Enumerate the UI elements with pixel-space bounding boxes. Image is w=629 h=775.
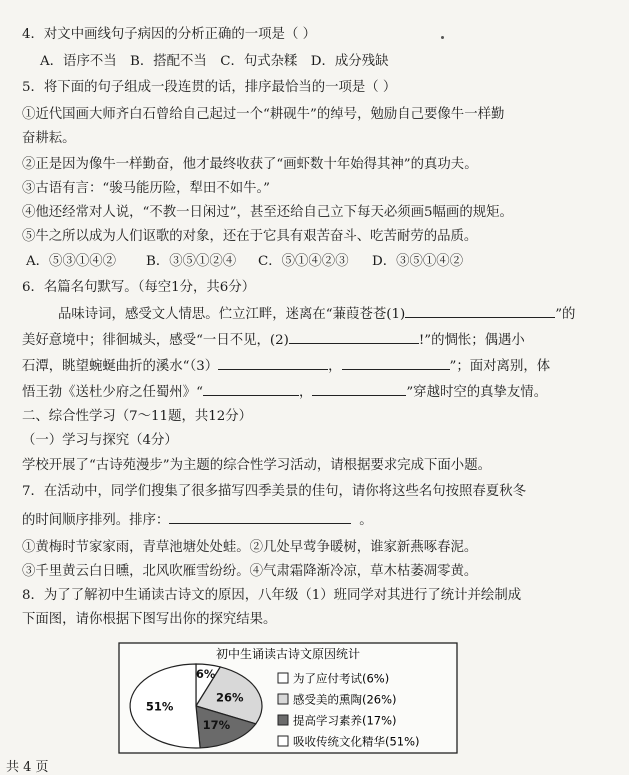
blank-2[interactable] (289, 331, 419, 344)
q6-line-3 (22, 357, 550, 376)
q5-sentence-3: ③古语有言：“骏马能历险，犁田不如牛。” (22, 181, 271, 196)
q6-line-4-end: ”穿越时空的真挚友情。 (406, 385, 548, 400)
q8-stem-cont: 下面图，请你根据下图写出你的探究结果。 (22, 612, 277, 627)
q7-lines-2: ③千里黄云白日曛，北风吹雁雪纷纷。④气肃霜降渐冷凉，草木枯萎凋零黄。 (22, 564, 478, 579)
q5-sentence-5: ⑤牛之所以成为人们讴歌的对象，还在于它具有艰苦奋斗、吃苦耐劳的品质。 (22, 229, 478, 244)
q6-stem: 6．名篇名句默写。（每空1分，共6分） (22, 280, 256, 295)
chart-title: 初中生诵读古诗文原因统计 (215, 647, 361, 661)
q6-line-1-text: 品味诗词，感受文人情思。伫立江畔，迷离在“蒹葭苍苍(1) (58, 307, 406, 322)
q6-line-3-end: ”；面对离别，体 (449, 359, 551, 374)
q5-stem: 5．将下面的句子组成一段连贯的话，排序最恰当的一项是（ ） (22, 80, 397, 95)
q4-stem: 4．对文中画线句子病因的分析正确的一项是（ ） (22, 27, 316, 42)
legend-swatch-3 (278, 715, 288, 725)
q5-option-c: C．⑤①④②③ (258, 254, 349, 269)
legend-swatch-1 (278, 673, 288, 683)
q6-line-2 (22, 331, 525, 350)
q7-lines-1: ①黄梅时节家家雨，青草池塘处处蛙。②几处早莺争暖树，谁家新燕啄春泥。 (22, 540, 478, 555)
q5-sentence-1: ①近代国画大师齐白石曾给自己起过一个“耕砚牛”的绰号，勉励自己要像牛一样勤 (22, 107, 505, 122)
blank-3a[interactable] (218, 357, 328, 370)
q5-option-b: B．③⑤①②④ (146, 254, 237, 269)
section-2-subtitle: （一）学习与探究（4分） (22, 433, 178, 448)
page-footer: 共 4 页 (6, 760, 49, 775)
q7-stem-cont (22, 511, 373, 530)
q5-sentence-4: ④他还经常对人说，“不教一日闲过”，甚至还给自己立下每天必须画5幅画的规矩。 (22, 205, 513, 220)
q5-option-a: A．⑤③①④② (26, 254, 117, 269)
legend-swatch-2 (278, 694, 288, 704)
legend-label-1: 为了应付考试(6%) (293, 671, 390, 686)
q6-line-4-text: 悟王勃《送杜少府之任蜀州》“ (22, 385, 203, 400)
q6-line-4-comma: ， (298, 385, 313, 400)
blank-4a[interactable] (203, 383, 299, 396)
blank-3b[interactable] (342, 357, 450, 370)
q6-line-1-end: ”的 (555, 307, 576, 322)
q7-stem-end: 。 (359, 513, 373, 528)
q6-line-2-end: !”的惆怅；偶遇小 (418, 333, 525, 348)
q8-stem: 8．为了了解初中生诵读古诗文的原因，八年级（1）班同学对其进行了统计并绘制成 (22, 588, 522, 603)
q6-line-1 (58, 305, 575, 324)
slice-label-1: 6% (195, 666, 216, 681)
q6-line-3-text: 石潭，眺望蜿蜒曲折的溪水“（3） (22, 359, 219, 374)
q5-sentence-1-cont: 奋耕耘。 (22, 131, 76, 146)
blank-4b[interactable] (312, 383, 406, 396)
slice-label-2: 26% (216, 690, 244, 705)
q7-stem-cont-text: 的时间顺序排列。排序： (22, 513, 170, 528)
blank-1[interactable] (405, 305, 555, 318)
legend-label-3: 提高学习素养(17%) (293, 713, 397, 728)
slice-label-3: 17% (202, 718, 231, 733)
q7-order-blank[interactable] (169, 511, 351, 524)
pie (130, 664, 262, 748)
q4-options: A．语序不当 B．搭配不当 C．句式杂糅 D．成分残缺 (40, 54, 389, 69)
slice-label-4: 51% (145, 699, 174, 714)
legend-swatch-4 (278, 736, 288, 746)
q6-line-4 (22, 383, 547, 402)
q5-sentence-2: ②正是因为像牛一样勤奋，他才最终收获了“画虾数十年始得其神”的真功夫。 (22, 157, 478, 172)
legend-label-2: 感受美的熏陶(26%) (293, 692, 397, 707)
q7-stem: 7．在活动中，同学们搜集了很多描写四季美景的佳句，请你将这些名句按照春夏秋冬 (22, 484, 526, 499)
legend-label-4: 吸收传统文化精华(51%) (293, 734, 420, 749)
pie-chart (118, 642, 458, 754)
q6-line-2-text: 美好意境中；徘徊城头，感受“一日不见，(2) (22, 333, 289, 348)
section-2-intro: 学校开展了“古诗苑漫步”为主题的综合性学习活动，请根据要求完成下面小题。 (22, 458, 491, 473)
pen-mark (441, 36, 444, 39)
q6-line-3-comma: ， (328, 359, 342, 374)
q5-option-d: D．③⑤①④② (372, 254, 464, 269)
section-2-title: 二、综合性学习（7～11题，共12分） (22, 409, 253, 424)
